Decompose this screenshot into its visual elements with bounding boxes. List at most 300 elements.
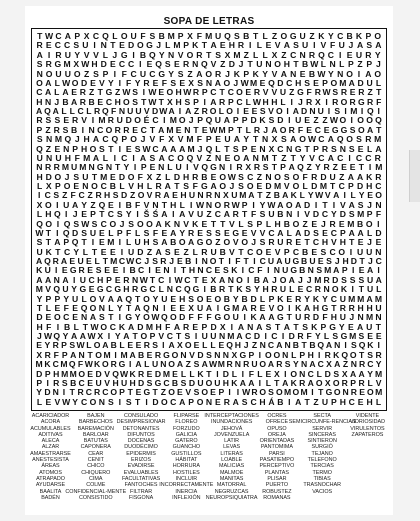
grid-letter: V xyxy=(158,331,165,341)
grid-letter: G xyxy=(196,237,204,248)
grid-letter: Y xyxy=(107,77,114,88)
grid-letter: S xyxy=(184,331,191,341)
grid-letter: I xyxy=(46,377,49,388)
word-item: HORRURA xyxy=(172,463,200,470)
grid-letter: U xyxy=(267,256,275,266)
grid-letter: Q xyxy=(375,115,382,126)
grid-letter: M xyxy=(347,218,355,229)
grid-letter: D xyxy=(44,387,51,398)
grid-letter: O xyxy=(123,96,130,107)
grid-letter: M xyxy=(375,387,383,398)
word-item: EPIDERMIS xyxy=(126,450,156,457)
grid-letter: N xyxy=(375,199,382,210)
grid-letter: C xyxy=(44,190,51,201)
grid-letter: O xyxy=(100,321,108,332)
grid-letter: O xyxy=(357,115,364,126)
grid-letter: Z xyxy=(185,359,191,370)
grid-letter: A xyxy=(276,256,283,266)
grid-letter: V xyxy=(146,190,153,201)
grid-letter: N xyxy=(53,274,60,285)
grid-letter: I xyxy=(228,387,231,398)
grid-letter: A xyxy=(333,190,340,201)
grid-letter: O xyxy=(292,387,300,398)
grid-letter: T xyxy=(97,87,103,98)
grid-letter: G xyxy=(96,162,104,173)
grid-letter: M xyxy=(374,293,383,304)
grid-letter: U xyxy=(309,256,316,266)
grid-letter: Z xyxy=(206,209,212,220)
grid-letter: C xyxy=(152,143,159,154)
grid-letter: M xyxy=(145,321,154,332)
grid-letter: J xyxy=(298,96,303,107)
grid-letter: S xyxy=(36,59,43,70)
grid-letter: H xyxy=(274,218,281,229)
grid-letter: N xyxy=(323,284,330,295)
grid-letter: B xyxy=(139,49,147,60)
grid-letter: D xyxy=(120,190,128,201)
grid-letter: T xyxy=(152,387,158,398)
grid-letter: R xyxy=(350,387,357,398)
grid-letter: G xyxy=(294,143,302,154)
grid-letter: G xyxy=(223,302,231,313)
grid-letter: S xyxy=(265,321,272,332)
grid-letter: V xyxy=(331,237,337,248)
grid-letter: N xyxy=(52,387,59,398)
grid-letter: S xyxy=(62,124,69,135)
grid-letter: I xyxy=(91,115,95,126)
grid-letter: G xyxy=(69,265,77,276)
grid-row xyxy=(35,154,383,163)
grid-letter: P xyxy=(106,274,112,285)
grid-letter: I xyxy=(216,302,220,313)
grid-letter: C xyxy=(166,331,173,341)
grid-letter: N xyxy=(219,331,226,341)
grid-letter: R xyxy=(339,302,346,313)
grid-letter: Q xyxy=(71,237,79,248)
grid-letter: E xyxy=(97,96,104,107)
word-item: SEMICIRCUNFE-RENCIAS xyxy=(288,419,356,426)
grid-letter: H xyxy=(129,377,136,388)
grid-letter: A xyxy=(185,106,192,116)
grid-letter: S xyxy=(73,171,80,182)
grid-letter: P xyxy=(241,143,248,154)
grid-letter: C xyxy=(210,87,217,98)
grid-letter: V xyxy=(271,87,278,98)
grid-letter: A xyxy=(102,340,109,351)
grid-letter: T xyxy=(69,387,75,398)
grid-letter: W xyxy=(148,96,157,107)
grid-letter: X xyxy=(324,377,331,388)
grid-letter: S xyxy=(283,171,290,182)
grid-letter: L xyxy=(179,199,185,210)
grid-letter: V xyxy=(54,396,61,407)
grid-letter: X xyxy=(188,77,194,88)
grid-letter: O xyxy=(102,359,109,370)
grid-letter: J xyxy=(348,40,354,51)
grid-letter: X xyxy=(36,199,43,210)
grid-letter: A xyxy=(173,321,181,332)
grid-letter: D xyxy=(128,40,135,51)
grid-letter: U xyxy=(299,31,306,41)
word-item: PASATIEMPO xyxy=(259,457,295,464)
grid-letter: S xyxy=(357,199,364,210)
grid-letter: A xyxy=(277,227,284,238)
grid-letter: X xyxy=(167,96,173,107)
grid-letter: E xyxy=(90,77,96,88)
grid-letter: A xyxy=(139,152,147,163)
grid-letter: Q xyxy=(358,340,366,351)
grid-letter: G xyxy=(96,284,104,295)
grid-letter: O xyxy=(73,68,81,79)
grid-letter: N xyxy=(284,340,291,351)
grid-letter: N xyxy=(205,396,213,407)
grid-letter: S xyxy=(54,115,61,126)
grid-letter: E xyxy=(104,265,110,276)
grid-letter: C xyxy=(268,227,275,238)
grid-letter: P xyxy=(248,349,255,360)
grid-letter: N xyxy=(219,162,226,173)
grid-letter: H xyxy=(295,77,302,88)
grid-letter: H xyxy=(283,59,290,70)
word-item: FANTOCHES xyxy=(124,482,158,489)
grid-letter: C xyxy=(85,387,92,398)
grid-letter: N xyxy=(158,162,165,173)
grid-letter: D xyxy=(118,171,126,182)
grid-letter: C xyxy=(77,106,84,116)
grid-letter: P xyxy=(322,77,328,88)
grid-letter: S xyxy=(350,340,357,351)
grid-letter: A xyxy=(176,359,184,370)
word-item: DOCENAS xyxy=(127,438,155,445)
grid-letter: P xyxy=(63,237,70,248)
grid-letter: S xyxy=(284,359,291,370)
word-item: OREJA xyxy=(267,431,286,438)
grid-letter: E xyxy=(251,106,258,116)
grid-letter: Y xyxy=(134,77,141,88)
grid-letter: Y xyxy=(81,199,87,210)
grid-letter: I xyxy=(332,199,336,210)
grid-letter: D xyxy=(350,256,357,266)
grid-letter: A xyxy=(155,218,162,229)
grid-letter: I xyxy=(228,256,231,266)
grid-letter: R xyxy=(79,96,86,107)
grid-letter: E xyxy=(223,227,230,238)
grid-letter: V xyxy=(104,368,110,379)
word-item: SURGIÓ xyxy=(311,444,333,451)
grid-letter: C xyxy=(327,49,334,60)
grid-letter: N xyxy=(192,59,199,70)
grid-letter: I xyxy=(173,265,177,276)
grid-letter: L xyxy=(320,59,327,70)
grid-letter: E xyxy=(358,265,365,276)
grid-letter: S xyxy=(241,396,248,407)
grid-letter: D xyxy=(311,181,318,191)
grid-letter: I xyxy=(357,68,361,79)
grid-letter: U xyxy=(215,31,222,41)
grid-letter: A xyxy=(358,368,365,379)
grid-letter: O xyxy=(89,293,97,304)
grid-letter: W xyxy=(195,199,205,210)
grid-letter: A xyxy=(72,199,79,210)
grid-letter: I xyxy=(286,106,289,116)
grid-letter: W xyxy=(267,199,276,210)
grid-letter: H xyxy=(170,199,177,210)
grid-letter: V xyxy=(232,237,239,248)
grid-letter: A xyxy=(327,152,334,163)
grid-letter: M xyxy=(218,124,226,135)
grid-letter: L xyxy=(165,40,171,51)
grid-letter: R xyxy=(53,124,60,135)
grid-letter: H xyxy=(228,40,235,51)
grid-letter: K xyxy=(236,284,243,295)
grid-letter: I xyxy=(281,331,285,341)
grid-letter: O xyxy=(196,293,204,304)
grid-letter: O xyxy=(95,349,102,360)
grid-letter: I xyxy=(91,237,95,248)
grid-letter: U xyxy=(63,199,70,210)
grid-letter: B xyxy=(273,190,280,201)
grid-letter: B xyxy=(219,246,226,257)
grid-letter: R xyxy=(314,87,321,98)
grid-letter: L xyxy=(158,284,164,295)
grid-letter: M xyxy=(300,387,308,398)
grid-letter: S xyxy=(164,59,171,70)
grid-letter: A xyxy=(201,359,208,370)
grid-letter: P xyxy=(119,387,125,398)
grid-letter: H xyxy=(137,181,144,191)
grid-letter: C xyxy=(163,377,170,388)
grid-letter: Z xyxy=(367,87,373,98)
grid-letter: P xyxy=(348,181,354,191)
grid-letter: J xyxy=(334,256,340,266)
grid-letter: B xyxy=(129,265,136,276)
grid-letter: B xyxy=(302,59,309,70)
grid-letter: W xyxy=(209,124,218,135)
grid-letter: Q xyxy=(112,368,119,379)
grid-letter: I xyxy=(264,331,267,341)
grid-letter: Z xyxy=(155,171,162,182)
grid-letter: Z xyxy=(302,218,308,229)
grid-letter: S xyxy=(93,68,99,79)
grid-letter: N xyxy=(299,49,306,60)
grid-letter: V xyxy=(183,218,189,229)
grid-letter: A xyxy=(36,274,43,285)
grid-letter: D xyxy=(151,106,159,116)
grid-letter: E xyxy=(109,171,116,182)
grid-letter: F xyxy=(74,152,80,163)
grid-letter: D xyxy=(45,171,52,182)
grid-letter: U xyxy=(64,49,71,60)
grid-letter: P xyxy=(227,96,234,107)
grid-letter: R xyxy=(78,265,85,276)
grid-letter: M xyxy=(173,40,181,51)
grid-letter: Z xyxy=(265,190,271,201)
grid-letter: N xyxy=(299,368,306,379)
grid-letter: O xyxy=(63,181,71,191)
grid-letter: E xyxy=(359,387,365,398)
grid-letter: G xyxy=(79,284,87,295)
grid-letter: A xyxy=(134,302,141,313)
grid-letter: E xyxy=(179,302,186,313)
grid-letter: H xyxy=(53,368,60,379)
grid-letter: G xyxy=(158,68,166,79)
word-item: ALECA xyxy=(41,438,60,445)
grid-letter: E xyxy=(61,265,68,276)
word-item: DETONANTES xyxy=(122,425,160,432)
word-item: BATUTAS xyxy=(83,438,108,445)
grid-letter: R xyxy=(359,359,366,370)
grid-letter: R xyxy=(160,256,167,266)
grid-letter: C xyxy=(52,359,59,370)
grid-letter: L xyxy=(366,143,373,154)
grid-letter: S xyxy=(99,312,105,323)
grid-letter: O xyxy=(264,349,272,360)
grid-letter: R xyxy=(215,68,222,79)
grid-letter: T xyxy=(271,152,278,163)
grid-letter: T xyxy=(286,312,292,323)
grid-letter: E xyxy=(132,124,138,135)
grid-letter: T xyxy=(201,40,208,51)
grid-letter: E xyxy=(170,293,177,304)
grid-letter: S xyxy=(170,77,177,88)
grid-letter: W xyxy=(122,87,131,98)
grid-letter: H xyxy=(114,96,121,107)
grid-letter: M xyxy=(100,171,108,182)
grid-letter: P xyxy=(177,31,184,41)
grid-letter: O xyxy=(279,274,287,285)
grid-letter: O xyxy=(171,349,179,360)
grid-letter: Y xyxy=(62,331,69,341)
grid-letter: V xyxy=(228,218,235,229)
grid-letter: I xyxy=(288,115,291,126)
grid-letter: O xyxy=(201,387,209,398)
grid-letter: Y xyxy=(299,152,306,163)
grid-letter: R xyxy=(94,387,101,398)
grid-letter: G xyxy=(118,359,126,370)
grid-letter: E xyxy=(206,293,212,304)
grid-letter: Q xyxy=(102,106,109,116)
grid-letter: C xyxy=(78,377,85,388)
grid-letter: C xyxy=(312,237,320,248)
grid-letter: J xyxy=(375,59,381,70)
grid-letter: K xyxy=(259,115,266,126)
grid-letter: V xyxy=(268,106,274,116)
grid-letter: U xyxy=(82,171,89,182)
grid-letter: S xyxy=(149,31,156,41)
grid-letter: U xyxy=(366,77,373,88)
grid-letter: K xyxy=(277,293,284,304)
grid-letter: A xyxy=(89,312,97,323)
grid-letter: N xyxy=(375,312,382,323)
grid-letter: A xyxy=(256,321,263,332)
grid-letter: N xyxy=(173,218,181,229)
grid-letter: P xyxy=(74,31,81,41)
grid-letter: S xyxy=(358,331,365,341)
grid-letter: N xyxy=(82,181,89,191)
grid-letter: E xyxy=(304,115,310,126)
grid-letter: E xyxy=(215,134,221,145)
grid-letter: T xyxy=(174,181,180,191)
grid-letter: O xyxy=(274,171,281,182)
word-item: GUANCHO xyxy=(172,444,201,451)
grid-letter: D xyxy=(288,331,295,341)
grid-letter: W xyxy=(120,368,129,379)
grid-letter: G xyxy=(292,256,300,266)
word-item: AMAESTRARSE xyxy=(30,450,71,457)
word-item: LITERAS xyxy=(220,450,243,457)
grid-letter: Q xyxy=(161,312,168,323)
grid-letter: I xyxy=(288,302,291,313)
grid-letter: A xyxy=(267,359,275,370)
grid-letter: R xyxy=(358,377,365,388)
grid-letter: T xyxy=(331,302,337,313)
grid-letter: O xyxy=(330,77,338,88)
grid-letter: S xyxy=(259,209,266,220)
grid-letter: K xyxy=(118,321,126,332)
grid-letter: I xyxy=(349,246,353,257)
grid-letter: I xyxy=(350,115,353,126)
grid-letter: Y xyxy=(338,321,345,332)
grid-letter: F xyxy=(121,68,127,79)
word-item: SINTIERON xyxy=(307,438,337,445)
grid-letter: E xyxy=(193,340,200,351)
grid-letter: K xyxy=(290,377,297,388)
word-item: OFRECE xyxy=(265,419,289,426)
grid-letter: Q xyxy=(183,284,191,295)
grid-letter: B xyxy=(210,284,217,295)
grid-letter: C xyxy=(63,40,71,51)
grid-letter: U xyxy=(95,377,102,388)
grid-letter: C xyxy=(321,209,329,220)
grid-letter: Z xyxy=(306,162,312,173)
grid-letter: T xyxy=(253,134,259,145)
word-item: ACARICIADOR xyxy=(31,413,70,419)
grid-letter: R xyxy=(36,115,43,126)
grid-letter: T xyxy=(206,368,212,379)
grid-letter: F xyxy=(126,227,132,238)
grid-letter: U xyxy=(89,227,97,238)
grid-letter: P xyxy=(243,68,250,79)
grid-letter: A xyxy=(214,77,221,88)
grid-letter: A xyxy=(233,134,240,145)
grid-letter: M xyxy=(319,181,327,191)
grid-letter: R xyxy=(366,96,374,107)
grid-letter: I xyxy=(313,40,316,51)
grid-letter: X xyxy=(314,96,321,107)
grid-letter: T xyxy=(206,49,212,60)
grid-letter: D xyxy=(188,377,196,388)
grid-letter: K xyxy=(318,31,325,41)
grid-letter: I xyxy=(229,162,233,173)
grid-letter: D xyxy=(72,227,79,238)
grid-letter: T xyxy=(329,181,336,191)
grid-letter: Q xyxy=(53,284,61,295)
word-item: NEUROPSIQUIATRA xyxy=(205,494,258,501)
grid-letter: Z xyxy=(313,115,319,126)
grid-letter: J xyxy=(74,134,80,145)
grid-letter: C xyxy=(105,284,113,295)
grid-letter: X xyxy=(177,340,183,351)
grid-letter: C xyxy=(184,274,191,285)
grid-letter: A xyxy=(210,181,217,191)
grid-letter: H xyxy=(321,237,329,248)
grid-letter: N xyxy=(375,246,382,257)
grid-letter: L xyxy=(245,124,251,135)
word-item: TERCIAS xyxy=(310,463,334,470)
grid-letter: L xyxy=(265,377,271,388)
grid-letter: O xyxy=(120,31,128,41)
grid-letter: N xyxy=(197,265,204,276)
